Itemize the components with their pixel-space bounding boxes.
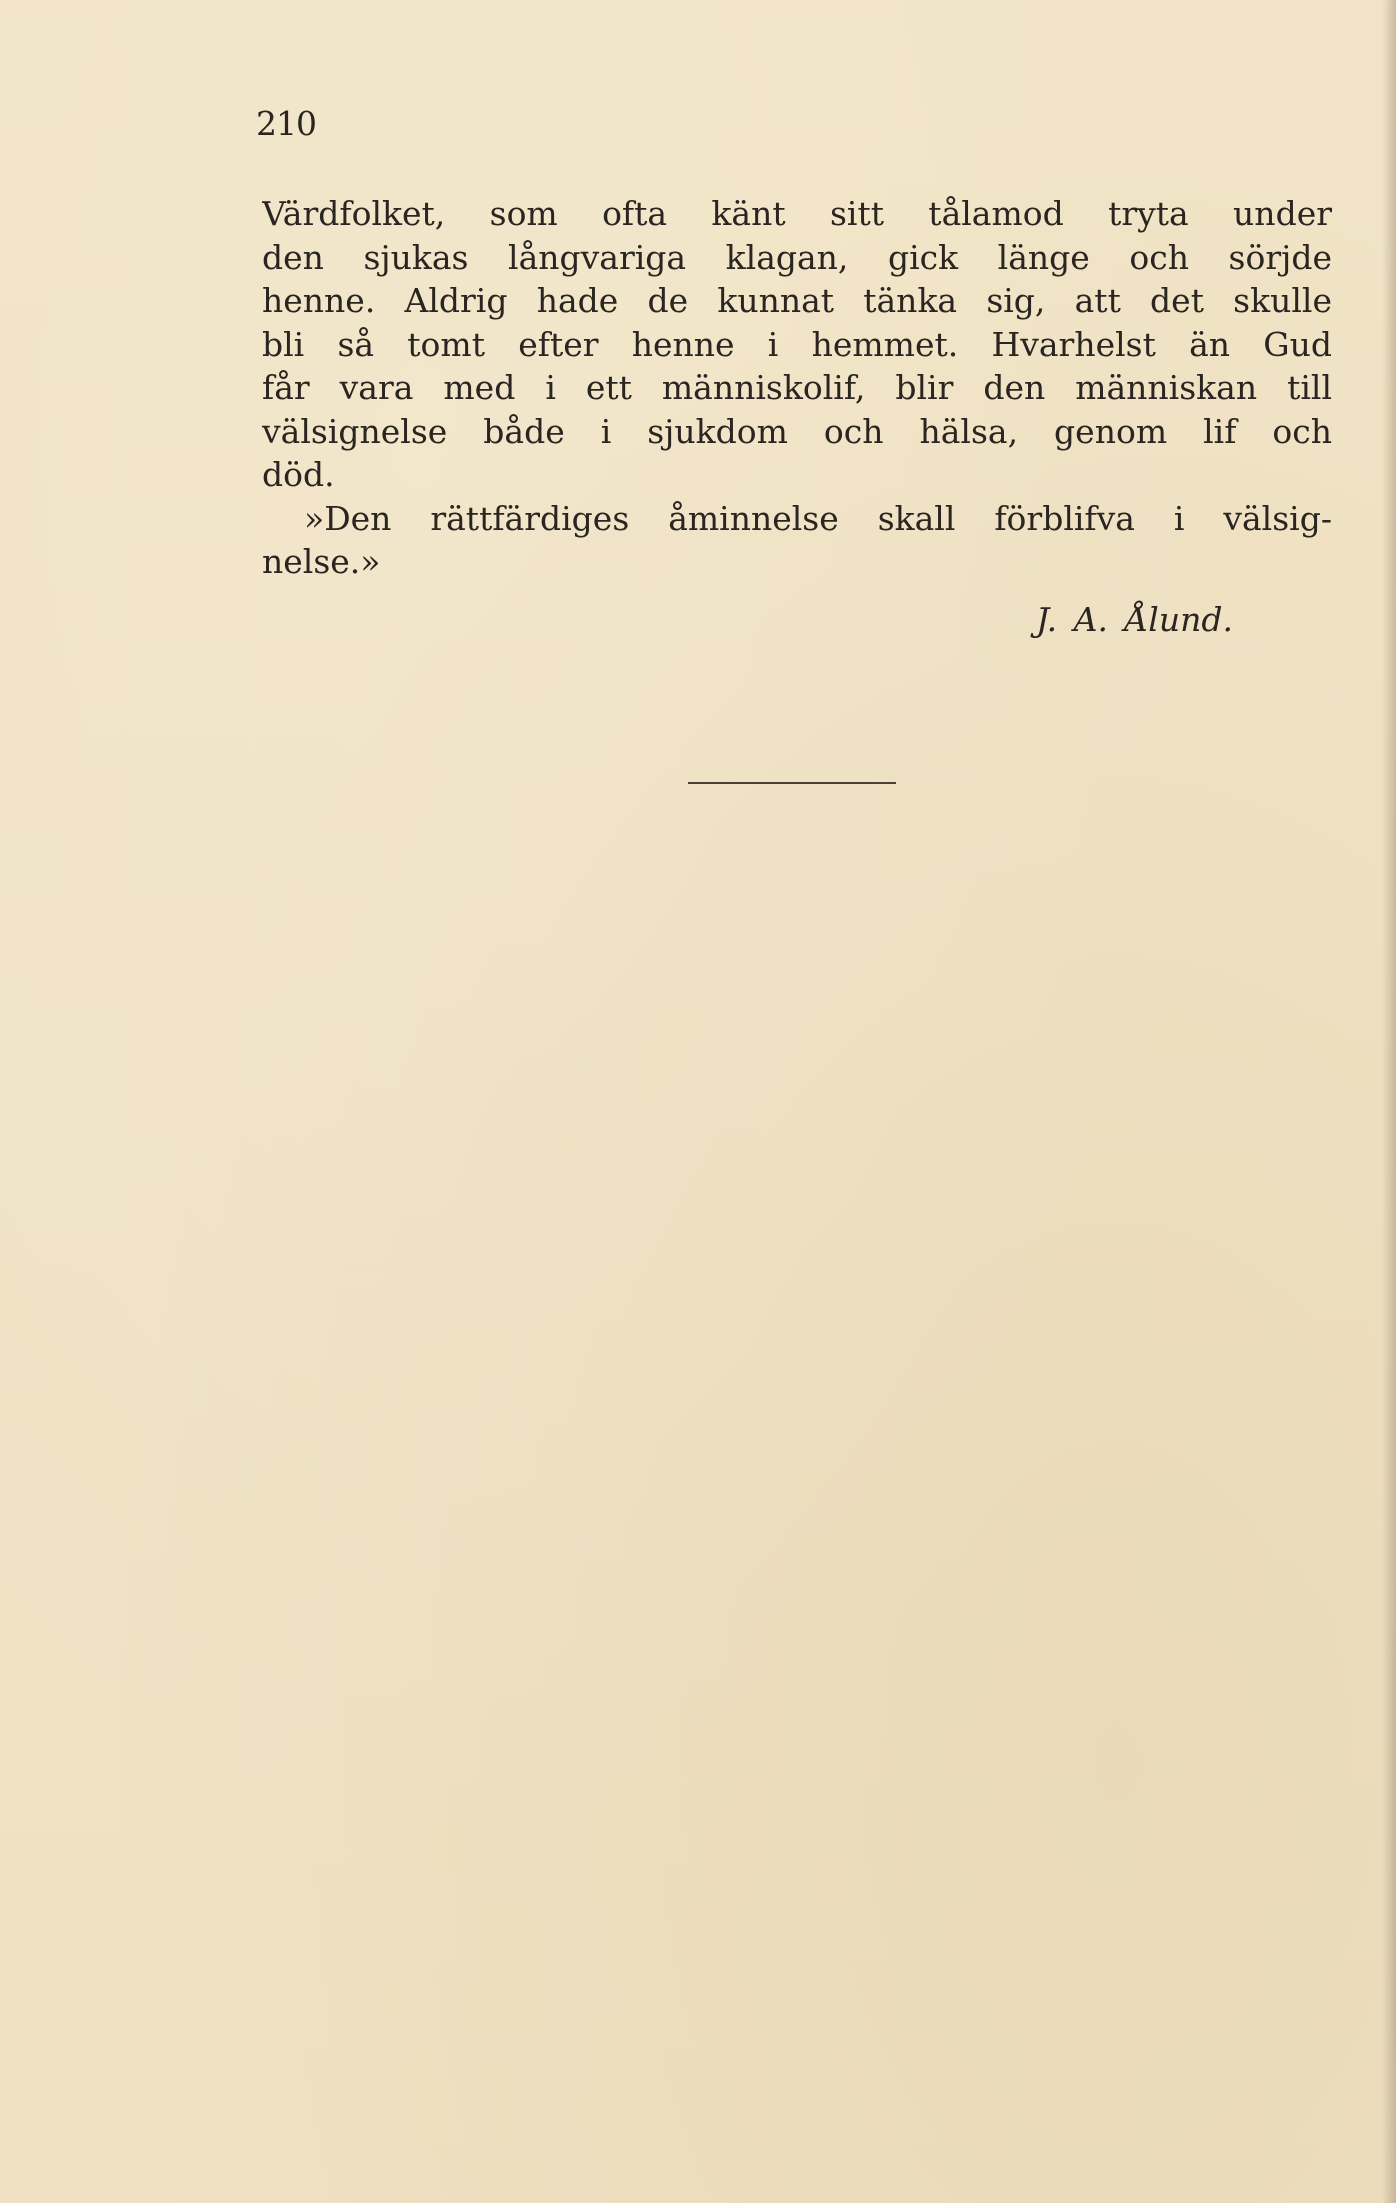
text-line: »Den rättfärdiges åminnelse skall förblifva i välsig- bbox=[304, 498, 1332, 538]
text-line: död. bbox=[262, 455, 335, 494]
body-text bbox=[262, 192, 1332, 584]
text-line: välsignelse både i sjukdom och hälsa, genom lif och bbox=[262, 411, 1332, 451]
text-line: bli så tomt efter henne i hemmet. Hvarhelst än Gud bbox=[262, 324, 1332, 364]
page-edge-shadow bbox=[1382, 0, 1396, 2203]
text-line: Värdfolket, som ofta känt sitt tålamod tryta under bbox=[262, 194, 1332, 233]
text-line: nelse.» bbox=[262, 542, 381, 581]
text-line: henne. Aldrig hade de kunnat tänka sig, att det skulle bbox=[262, 281, 1332, 320]
text-line: den sjukas långvariga klagan, gick länge och sörjde bbox=[262, 237, 1332, 277]
page-number: 210 bbox=[256, 104, 316, 143]
section-divider bbox=[688, 782, 896, 784]
text-line: får vara med i ett människolif, blir den människan till bbox=[262, 368, 1332, 407]
author-signature: J. A. Ålund. bbox=[1036, 600, 1233, 639]
